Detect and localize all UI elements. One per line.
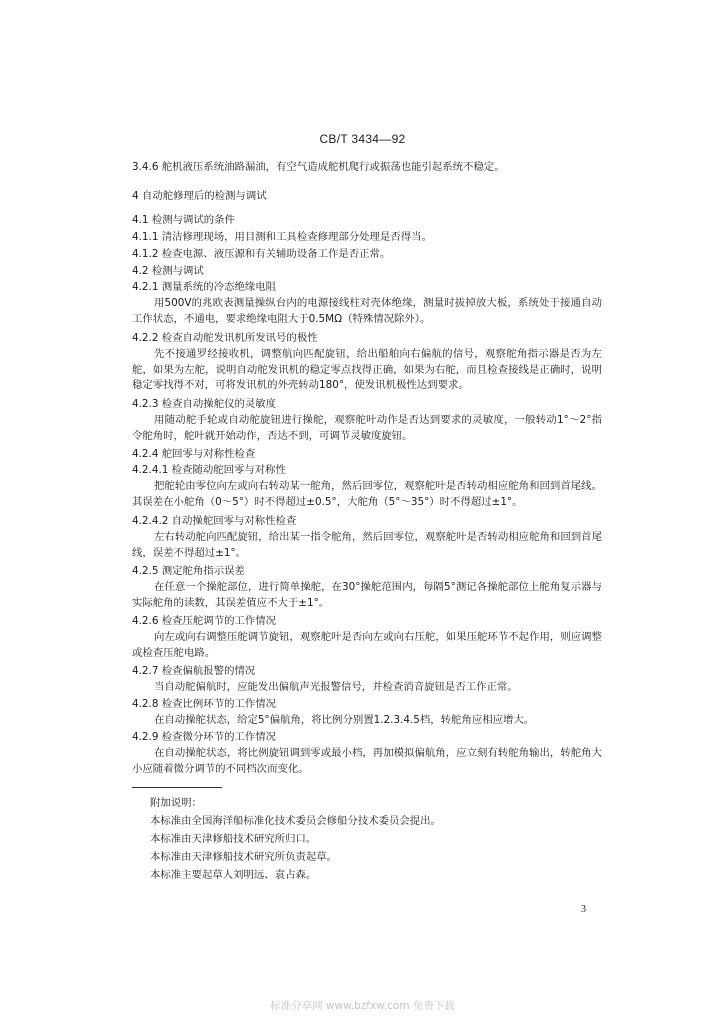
clause-4-2-8-body: 在自动操舵状态，给定5°偏航角，将比例分别置1.2.3.4.5档，转舵角应相应增大。 xyxy=(154,714,535,726)
note-line: 本标准由天津修船技术研究所归口。 xyxy=(150,833,317,845)
note-line: 本标准由天津修船技术研究所负责起草。 xyxy=(150,851,338,863)
section-4-2-heading: 4.2 检测与调试 xyxy=(132,265,204,277)
clause-4-2-4-1-heading: 4.2.4.1 检查随动舵回零与对称性 xyxy=(132,464,286,476)
standard-code-header: CB/T 3434—92 xyxy=(319,132,406,146)
section-4-1-heading: 4.1 检测与调试的条件 xyxy=(132,214,235,226)
clause-4-2-9-body: 在自动操舵状态，将比例旋钮调到零或最小档，再加模拟偏航角，应立刻有转舵角输出，转舵角大小应随着微分调节的不同档次而变化。 xyxy=(132,747,602,775)
clause-4-2-4-2-body: 左右转动舵向匹配旋钮，给出某一指令舵角，然后回零位，观察舵叶是否转动相应舵角和回到首尾线，误差不得超过±1°。 xyxy=(132,531,602,559)
clause-4-2-5-body: 在任意一个操舵部位，进行简单操舵，在30°操舵范围内，每隔5°测记各操舵部位上舵角复示器与实际舵角的读数，其误差值应不大于±1°。 xyxy=(132,581,602,609)
page-number: 3 xyxy=(581,904,586,915)
clause-4-2-1-body: 用500V的兆欧表测量操纵台内的电源接线柱对壳体绝缘，测量时拔掉放大板，系统处于接通自动工作状态，不通电，要求绝缘电阻大于0.5MΩ（特殊情况除外）。 xyxy=(132,297,602,325)
site-watermark-footer: 标准分享网 www.bzfxw.com 免费下载 xyxy=(270,1000,455,1012)
clause-4-2-3-body: 用随动舵手轮或自动舵旋钮进行操舵，观察舵叶动作是否达到要求的灵敏度，一般转动1°～2°指令舵角时，舵叶就开始动作，否达不到，可调节灵敏度旋钮。 xyxy=(132,414,602,442)
clause-4-2-8-heading: 4.2.8 检查比例环节的工作情况 xyxy=(132,698,277,710)
note-line: 本标准由全国海洋船标准化技术委员会修船分技术委员会提出。 xyxy=(150,815,441,827)
notes-title: 附加说明： xyxy=(150,797,202,809)
clause-4-2-6-body: 向左或向右调整压舵调节旋钮，观察舵叶是否向左或向右压舵，如果压舵环节不起作用，则应调整或检查压舵电路。 xyxy=(132,631,602,659)
clause-4-2-2-body: 先不接通罗经接收机，调整航向匹配旋钮，给出船舶向右偏航的信号，观察舵角指示器是否为左舵，如果为左舵，说明自动舵发讯机的稳定零点找得正确，如果为右舵，而且检查接线是正确时，说明稳定零找得不对，可将发讯机的外壳转动180°，使发讯机极性达到要求。 xyxy=(132,348,602,391)
clause-4-2-1-heading: 4.2.1 测量系统的冷态绝缘电阻 xyxy=(132,281,277,293)
section-4-heading: 4 自动舵修理后的检测与调试 xyxy=(132,190,267,202)
clause-4-2-3-heading: 4.2.3 检查自动操舵仪的灵敏度 xyxy=(132,398,277,410)
clause-4-2-6-heading: 4.2.6 检查压舵调节的工作情况 xyxy=(132,615,277,627)
clause-4-1-2: 4.1.2 检查电源、液压源和有关辅助设备工作是否正常。 xyxy=(132,248,391,260)
clause-4-2-2-heading: 4.2.2 检查自动舵发讯机所发讯号的极性 xyxy=(132,332,318,344)
clause-4-2-4-heading: 4.2.4 舵回零与对称性检查 xyxy=(132,448,256,460)
notes-separator-rule xyxy=(132,787,222,788)
clause-4-2-4-2-heading: 4.2.4.2 自动操舵回零与对称性检查 xyxy=(132,515,297,527)
clause-4-1-1: 4.1.1 清洁修理现场，用目测和工具检查修理部分处理是否得当。 xyxy=(132,231,432,243)
note-line: 本标准主要起草人刘明远、袁占森。 xyxy=(150,869,317,881)
clause-3-4-6: 3.4.6 舵机液压系统油路漏油，有空气造成舵机爬行或振荡也能引起系统不稳定。 xyxy=(132,161,505,173)
clause-4-2-5-heading: 4.2.5 测定舵角指示误差 xyxy=(132,565,245,577)
clause-4-2-9-heading: 4.2.9 检查微分环节的工作情况 xyxy=(132,731,277,743)
clause-4-2-7-body: 当自动舵偏航时，应能发出偏航声光报警信号，并检查消音旋钮是否工作正常。 xyxy=(154,681,518,693)
clause-4-2-7-heading: 4.2.7 检查偏航报警的情况 xyxy=(132,665,256,677)
clause-4-2-4-1-body: 把舵轮由零位向左或向右转动某一舵角，然后回零位，观察舵叶是否转动相应舵角和回到首尾线。其误差在小舵角（0～5°）时不得超过±0.5°，大舵角（5°～35°）时不得超过±1°。 xyxy=(132,480,602,508)
